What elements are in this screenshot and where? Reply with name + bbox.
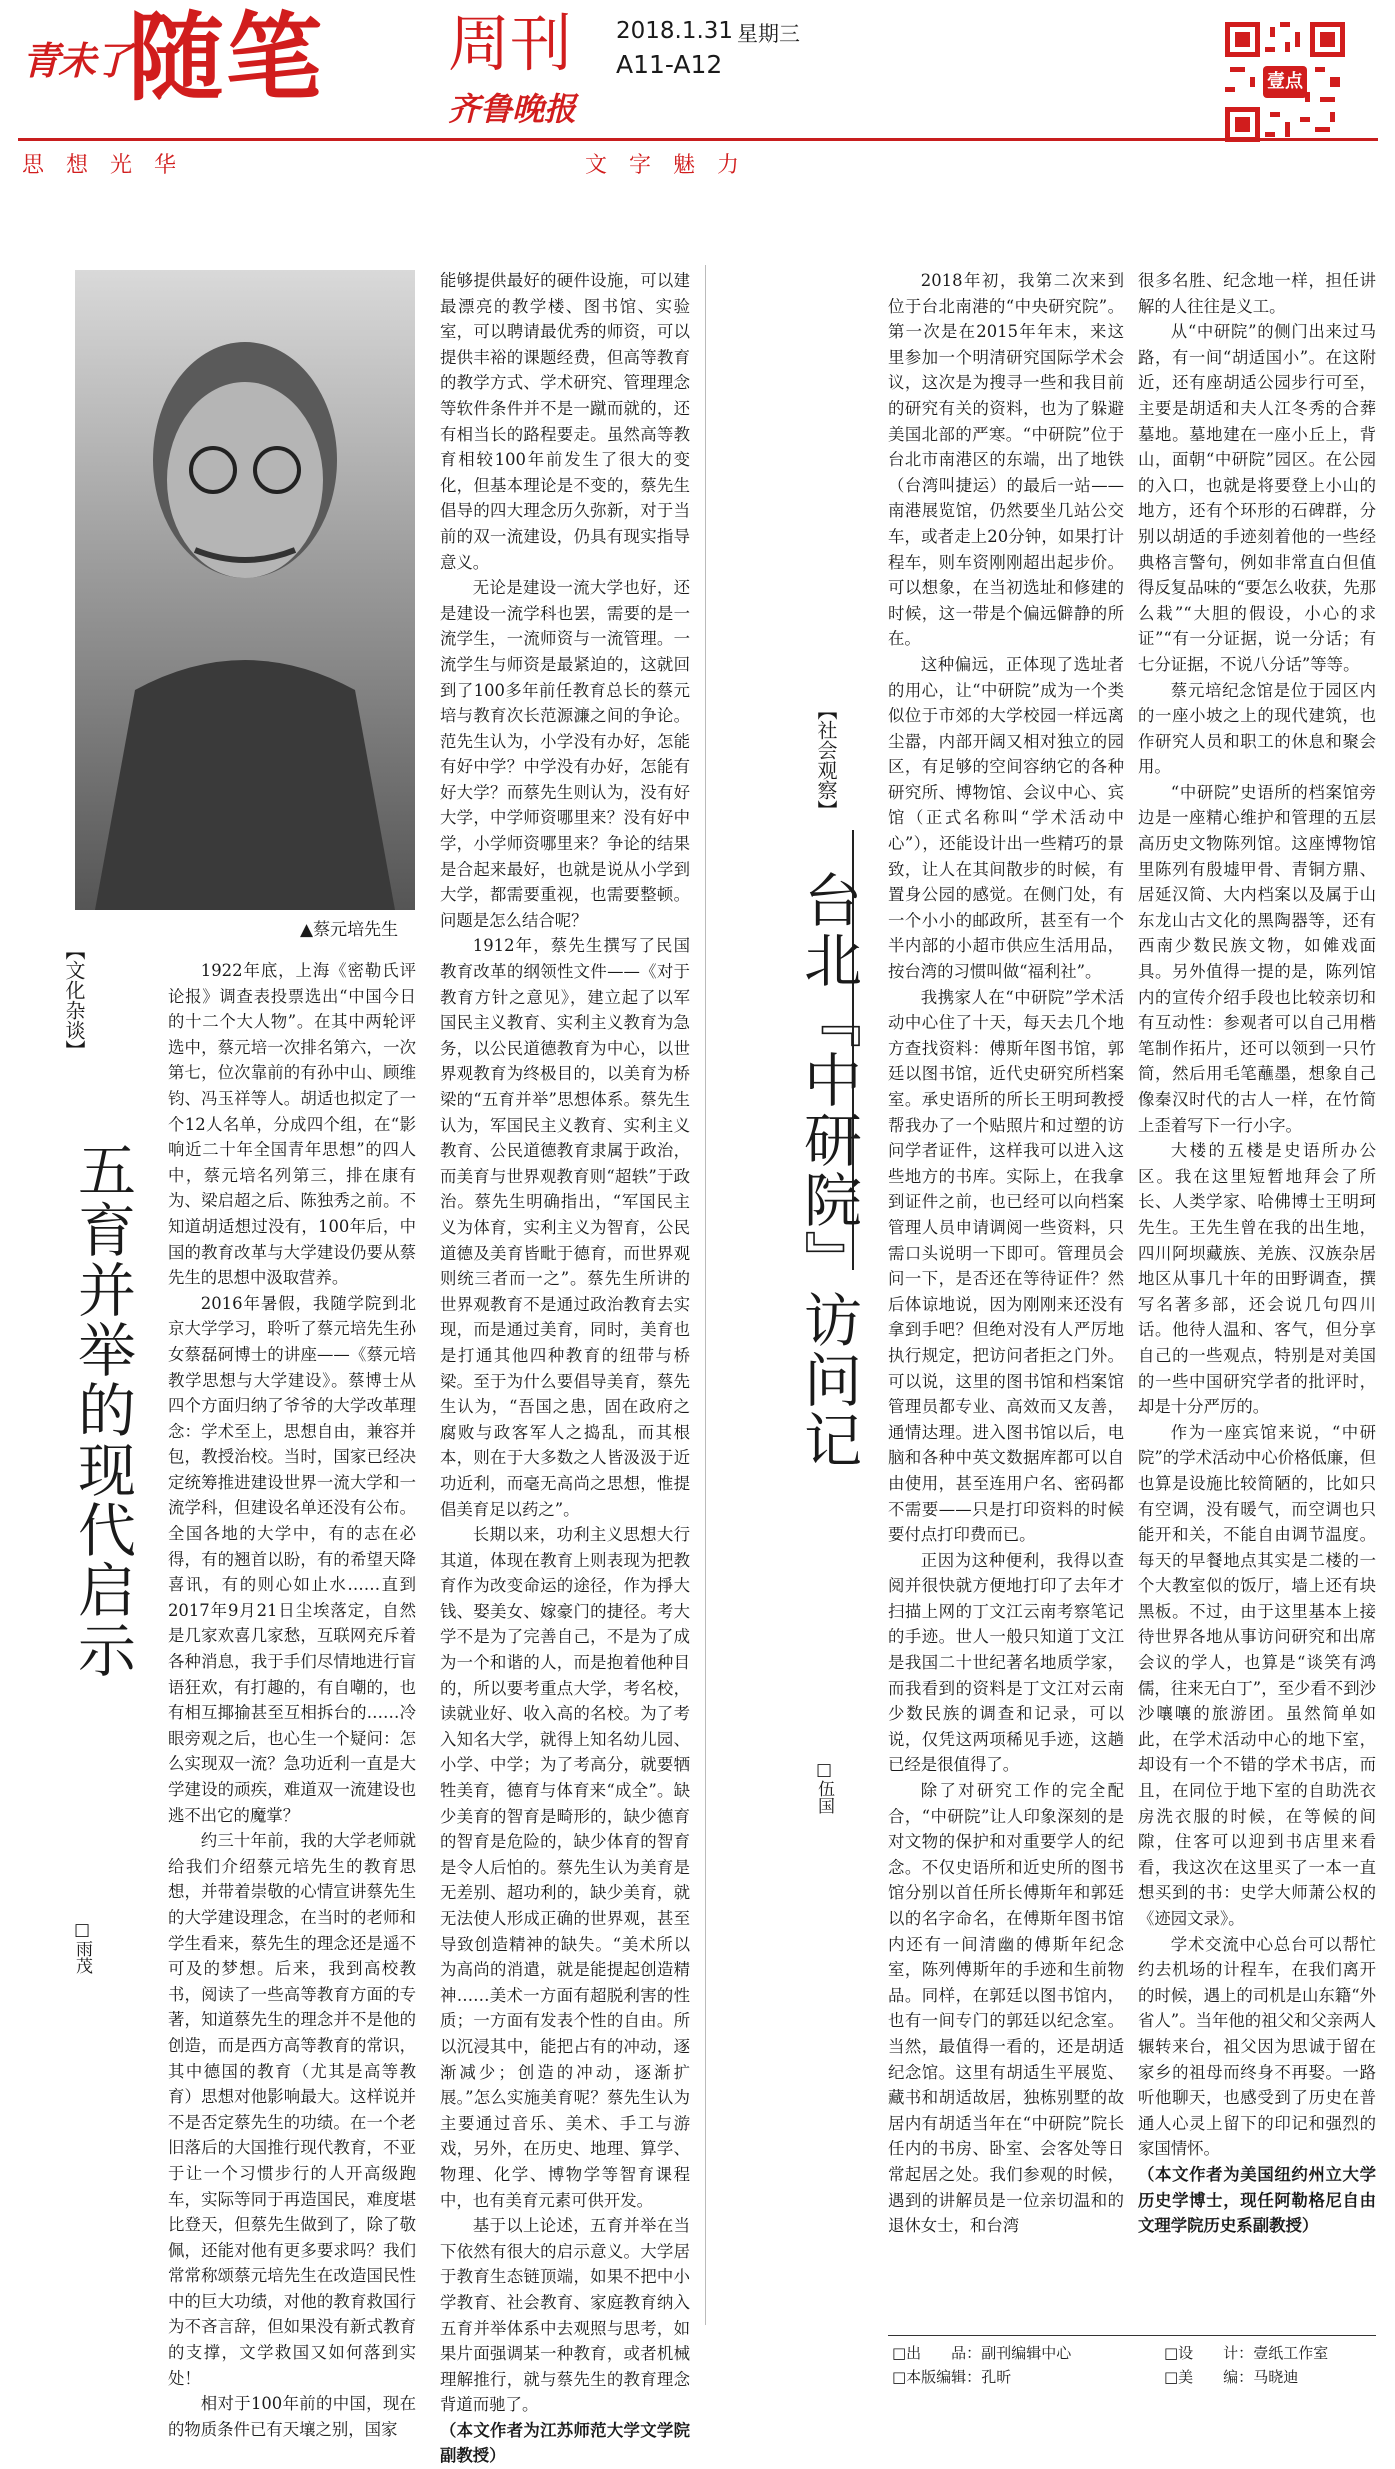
article1-column-2 (440, 268, 690, 2469)
credit-label: □美 编： (1164, 2368, 1254, 2386)
qr-code[interactable] (1225, 22, 1345, 142)
footer-credits (892, 2342, 1376, 2388)
paragraph: 大楼的五楼是史语所办公区。我在这里短暂地拜会了所长、人类学家、哈佛博士王明珂先生。王先生曾在我的出生地，四川阿坝藏族、羌族、汉族杂居地区从事几十年的田野调查，撰写名著多部，还会说几句四川话。他待人温和、客气，但分享自己的一些观点，特别是对美国的一些中国研究学者的批评时，却是十分严厉的。 (1138, 1141, 1376, 1417)
paragraph: 2018年初，我第二次来到位于台北南港的“中央研究院”。第一次是在2015年年末，来这里参加一个明清研究国际学术会议，这次是为搜寻一些和我目前的研究有关的资料，也为了躲避美国北部的严寒。“中研院”位于台北市南港区的东端，出了地铁（台湾叫捷运）的最后一站——南港展览馆，仍然要坐几站公交车，或者走上20分钟，如果打计程车，则车资刚刚超出起步价。可以想象，在当初选址和修建的时候，这一带是个偏远僻静的所在。 (888, 271, 1124, 649)
paragraph: 1922年底，上海《密勒氏评论报》调查表投票选出“中国今日的十二个大人物”。在其中两轮评选中，蔡元培一次排名第六，一次第七，位次靠前的有孙中山、顾维钧、冯玉祥等人。胡适也拟定了一个12人名单，分成四个组，在“影响近二十年全国青年思想”的四人中，蔡元培名列第三，排在康有为、梁启超之后、陈独秀之前。不知道胡适想过没有，100年后，中国的教育改革与大学建设仍要从蔡先生的思想中汲取营养。 (168, 961, 416, 1288)
article2-section-tag: 【社会观察】 (814, 700, 838, 820)
paragraph: 长期以来，功利主义思想大行其道，体现在教育上则表现为把教育作为改变命运的途径，作为掙大钱、娶美女、嫁豪门的捷径。考大学不是为了完善自己，不是为了成为一个和谐的人，而是抱着他种目的，所以要考重点大学，考名校，读就业好、收入高的名校。为了考入知名大学，就得上知名幼儿园、小学、中学；为了考高分，就要牺牲美育，德育与体育来“成全”。缺少美育的智育是畸形的，缺少德育的智育是危险的，缺少体育的智育是令人后怕的。蔡先生认为美育是无差别、超功利的，缺少美育，就无法使人形成正确的世界观，甚至导致创造精神的缺失。“美术所以为高尚的消遣，就是能提起创造精神……美术一方面有超脱利害的性质；一方面有发表个性的自由。所以沉浸其中，能把占有的冲动，逐渐减少；创造的冲动，逐渐扩展。”怎么实施美育呢？蔡先生认为主要通过音乐、美术、手工与游戏，另外，在历史、地理、算学、物理、化学、博物学等智育课程中，也有美育元素可供开发。 (440, 1525, 690, 2210)
paragraph: 1912年，蔡先生撰写了民国教育改革的纲领性文件——《对于教育方针之意见》，建立起了以军国民主义教育、实利主义教育为急务，以公民道德教育为中心，以世界观教育为终极目的，以美育为桥梁的“五育并举”思想体系。蔡先生认为，军国民主义教育、实利主义教育、公民道德教育隶属于政治，而美育与世界观教育则“超轶”于政治。蔡先生明确指出，“军国民主义为体育，实利主义为智育，公民道德及美育皆毗于德育，而世界观则统三者而一之”。蔡先生所讲的世界观教育不是通过政治教育去实现，而是通过美育，同时，美育也是打通其他四种教育的纽带与桥梁。至于为什么要倡导美育，蔡先生认为，“吾国之患，固在政府之腐败与政客军人之捣乱，而其根本，则在于大多数之人皆汲汲于近功近利，而毫无高尚之思想，惟提倡美育足以药之”。 (440, 936, 690, 1519)
article2-title: 台北『中研院』访问记 (794, 870, 862, 1470)
paragraph: 除了对研究工作的完全配合，“中研院”让人印象深刻的是对文物的保护和对重要学人的纪念。不仅史语所和近史所的图书馆分别以首任所长傅斯年和郭廷以的名字命名，在傅斯年图书馆内还有一间清幽的傅斯年纪念室，陈列傅斯年的手迹和生前物品。同样，在郭廷以图书馆内，也有一间专门的郭廷以纪念室。当然，最值得一看的，还是胡适纪念馆。这里有胡适生平展览、藏书和胡适故居，独栋别墅的故居内有胡适当年在“中研院”院长任内的书房、卧室、会客处等日常起居之处。我们参观的时候，遇到的讲解员是一位亲切温和的退休女士，和台湾 (888, 1781, 1124, 2236)
paper-name: 齐鲁晚报 (448, 90, 577, 128)
article-divider (705, 265, 706, 2325)
paragraph: 2016年暑假，我随学院到北京大学学习，聆听了蔡元培先生孙女蔡磊砢博士的讲座——《蔡元培教学思想与大学建设》。蔡博士从四个方面归纳了爷爷的大学改革理念：学术至上，思想自由，兼容并包，教授治校。当时，国家已经决定统筹推进建设世界一流大学和一流学科，但建设名单还没有公布。全国各地的大学中，有的志在必得，有的翘首以盼，有的希望天降喜讯，有的则心如止水……直到2017年9月21日尘埃落定，自然是几家欢喜几家愁，互联网充斥着各种消息，我于手们尽情地进行盲语狂欢，有打趣的，有自嘲的，也有相互揶揄甚至互相拆台的……冷眼旁观之后，也心生一个疑问：怎么实现双一流？急功近利一直是大学建设的顽疾，难道双一流建设也逃不出它的魔掌？ (168, 1293, 416, 1825)
credit-value: 壹纸工作室 (1253, 2344, 1329, 2362)
article1-section-tag: 【文化杂谈】 (62, 940, 86, 1060)
article2-author: □伍国 (814, 1760, 834, 1814)
brand-small-logo: 青未了 (22, 39, 131, 83)
author-photo (75, 270, 415, 910)
credit-value: 副刊编辑中心 (981, 2344, 1072, 2362)
credit-editor (892, 2366, 1011, 2387)
tagline-right: 文字魅力 (585, 153, 762, 178)
credit-value: 马晓迪 (1253, 2368, 1299, 2386)
author-bio: （本文作者为江苏师范大学文学院副教授） (440, 2420, 690, 2466)
brand-big-logo: 随笔 (128, 2, 324, 114)
paragraph: 学术交流中心总台可以帮忙约去机场的计程车，在我们离开的时候，遇上的司机是山东籍“外省人”。当年他的祖父和父亲两人辗转来台，祖父因为思诚于留在家乡的祖母而终身不再娶。一路听他聊天，也感受到了历史在普通人心灵上留下的印记和强烈的家国情怀。 (1138, 1934, 1376, 2159)
footer-rule (888, 2335, 1376, 2336)
author-bio: （本文作者为美国纽约州立大学历史学博士，现任阿勒格尼自由文理学院历史系副教授） (1138, 2164, 1376, 2236)
paragraph: 正因为这种便利，我得以查阅并很快就方便地打印了去年才扫描上网的丁文江云南考察笔记的手迹。世人一般只知道丁文江是我国二十世纪著名地质学家，而我看到的资料是丁文江对云南少数民族的调查和记录，可以说，仅凭这两项稀见手迹，这趟已经是很值得了。 (888, 1550, 1124, 1775)
article1-title: 五育并举的现代启示 (68, 1140, 136, 1680)
issue-date: 2018.1.31 (616, 18, 734, 44)
paragraph: 基于以上论述，五育并举在当下依然有很大的启示意义。大学居于教育生态链顶端，如果不把中小学教育、社会教育、家庭教育纳入五育并举体系中去观照与思考，如果片面强调某一种教育，或者机械理解推行，就与蔡先生的教育理念背道而驰了。 (440, 2216, 690, 2415)
paragraph: 蔡元培纪念馆是位于园区内的一座小坡之上的现代建筑，也作研究人员和职工的休息和聚会用。 (1138, 680, 1376, 777)
credit-value: 孔昕 (981, 2368, 1012, 2386)
credit-art-editor (1164, 2366, 1298, 2387)
credit-label: □本版编辑： (892, 2368, 982, 2386)
masthead-rule (18, 138, 1378, 141)
credit-label: □设 计： (1164, 2344, 1254, 2362)
credit-producer (892, 2342, 1071, 2363)
issue-pages: A11-A12 (616, 50, 723, 79)
article1-author: □雨茂 (72, 1920, 92, 1974)
paragraph: 相对于100年前的中国，现在的物质条件已有天壤之别，国家 (168, 2394, 416, 2439)
paragraph: 我携家人在“中研院”学术活动中心住了十天，每天去几个地方查找资料：傅斯年图书馆，郭廷以图书馆，近代史研究所档案室。承史语所的所长王明珂教授帮我办了一个贴照片和过塑的访问学者证件，这样我可以进入这些地方的书库。实际上，在我拿到证件之前，也已经可以向档案管理人员申请调阅一些资料，只需口头说明一下即可。管理员会问一下，是否还在等待证件？然后体谅地说，因为刚刚来还没有拿到手吧？但绝对没有人严厉地执行规定，把访问者拒之门外。可以说，这里的图书馆和档案馆管理员都专业、高效而又友善，通情达理。进入图书馆以后，电脑和各种中英文数据库都可以自由使用，甚至连用户名、密码都不需要——只是打印资料的时候要付点打印费而已。 (888, 987, 1124, 1545)
paragraph: “中研院”史语所的档案馆旁边是一座精心维护和管理的五层高历史文物陈列馆。这座博物馆里陈列有殷墟甲骨、青铜方鼎、居延汉简、大内档案以及属于山东龙山古文化的黑陶器等，还有西南少数民族文物，如傩戏面具。另外值得一提的是，陈列馆内的宣传介绍手段也比较亲切和有互动性：参观者可以自己用楷笔制作拓片，还可以领到一只竹简，然后用毛笔蘸墨，想象自己像秦汉时代的古人一样，在竹简上歪着写下一行小字。 (1138, 782, 1376, 1135)
paragraph: 能够提供最好的硬件设施，可以建最漂亮的教学楼、图书馆、实验室，可以聘请最优秀的师资，可以提供丰裕的课题经费，但高等教育的教学方式、学术研究、管理理念等软件条件并不是一蹴而就的，还有相当长的路程要走。虽然高等教育相较100年前发生了很大的变化，但基本理论是不变的，蔡先生倡导的四大理念历久弥新，对于当前的双一流建设，仍具有现实指导意义。 (440, 271, 690, 572)
portrait-figure-icon (75, 270, 415, 910)
issue-weekday: 星期三 (737, 22, 800, 46)
article2-column-3 (888, 268, 1124, 2239)
paragraph: 作为一座宾馆来说，“中研院”的学术活动中心价格低廉，但也算是设施比较简陋的，比如只有空调，没有暖气，而空调也只能开和关，不能自由调节温度。每天的早餐地点其实是二楼的一个大教室似的饭厅，墙上还有块黑板。不过，由于这里基本上接待世界各地从事访问研究和出席会议的学人，也算是“谈笑有鸿儒，往来无白丁”，至少看不到沙沙嚷嚷的旅游团。虽然简单如此，在学术活动中心的地下室，却设有一个不错的学术书店，而且，在同位于地下室的自助洗衣房洗衣服的时候，在等候的间隙，住客可以迎到书店里来看看，我这次在这里买了一本一直想买到的书：史学大师萧公权的《迹园文录》。 (1138, 1422, 1376, 1928)
paragraph: 这种偏远，正体现了选址者的用心，让“中研院”成为一个类似位于市郊的大学校园一样远离尘嚣，内部开阔又相对独立的园区，有足够的空间容纳它的各种研究所、博物馆、会议中心、宾馆（正式名称叫“学术活动中心”），还能设计出一些精巧的景致，让人在其间散步的时候，有置身公园的感觉。在侧门处，有一个小小的邮政所，甚至有一个半内部的小超市供应生活用品，按台湾的习惯叫做“福利社”。 (888, 654, 1124, 982)
tagline-left: 思想光华 (22, 153, 199, 178)
article2-column-4 (1138, 268, 1376, 2239)
paragraph: 约三十年前，我的大学老师就给我们介绍蔡元培先生的教育思想，并带着崇敬的心情宣讲蔡先生的大学建设理念，在当时的老师和学生看来，蔡先生的理念还是遥不可及的梦想。后来，我到高校教书，阅读了一些高等教育方面的专著，知道蔡先生的理念并不是他的创造，而是西方高等教育的常识，其中德国的教育（尤其是高等教育）思想对他影响最大。这样说并不是否定蔡先生的功绩。在一个老旧落后的大国推行现代教育，不亚于让一个习惯步行的人开高级跑车，实际等同于再造国民，难度堪比登天，但蔡先生做到了，除了敬佩，还能对他有更多要求吗？我们常常称颂蔡元培先生在改造国民性中的巨大功绩，对他的教育救国行为不吝言辞，但如果没有新式教育的支撑，文学救国又如何落到实处！ (168, 1831, 416, 2388)
qr-center-label: 壹点 (1263, 66, 1307, 98)
paragraph: 无论是建设一流大学也好，还是建设一流学科也罢，需要的是一流学生，一流师资与一流管理。一流学生与师资是最紧迫的，这就回到了100多年前任教育总长的蔡元培与教育次长范源濂之间的争论。范先生认为，小学没有办好，怎能有好中学？中学没有办好，怎能有好大学？而蔡先生则认为，没有好大学，中学师资哪里来？没有好中学，小学师资哪里来？争论的结果是合起来最好，也就是说从小学到大学，都需要重视，也需要整顿。问题是怎么结合呢？ (440, 578, 690, 930)
article1-column-1 (168, 958, 416, 2442)
credit-label: □出 品： (892, 2344, 982, 2362)
weekly-label: 周刊 (448, 7, 573, 80)
credit-design (1164, 2342, 1328, 2363)
paragraph: 很多名胜、纪念地一样，担任讲解的人往往是义工。 (1138, 271, 1376, 316)
photo-caption: ▲蔡元培先生 (300, 920, 399, 940)
paragraph: 从“中研院”的侧门出来过马路，有一间“胡适国小”。在这附近，还有座胡适公园步行可至，主要是胡适和夫人江冬秀的合葬墓地。墓地建在一座小丘上，背山，面朝“中研院”园区。在公园的入口，也就是将要登上小山的地方，还有个环形的石碑群，分别以胡适的手迹刻着他的一些经典格言警句，例如非常直白但值得反复品味的“要怎么收获，先那么栽”“大胆的假设，小心的求证”“有一分证据，说一分话；有七分证据，不说八分话”等等。 (1138, 322, 1376, 674)
